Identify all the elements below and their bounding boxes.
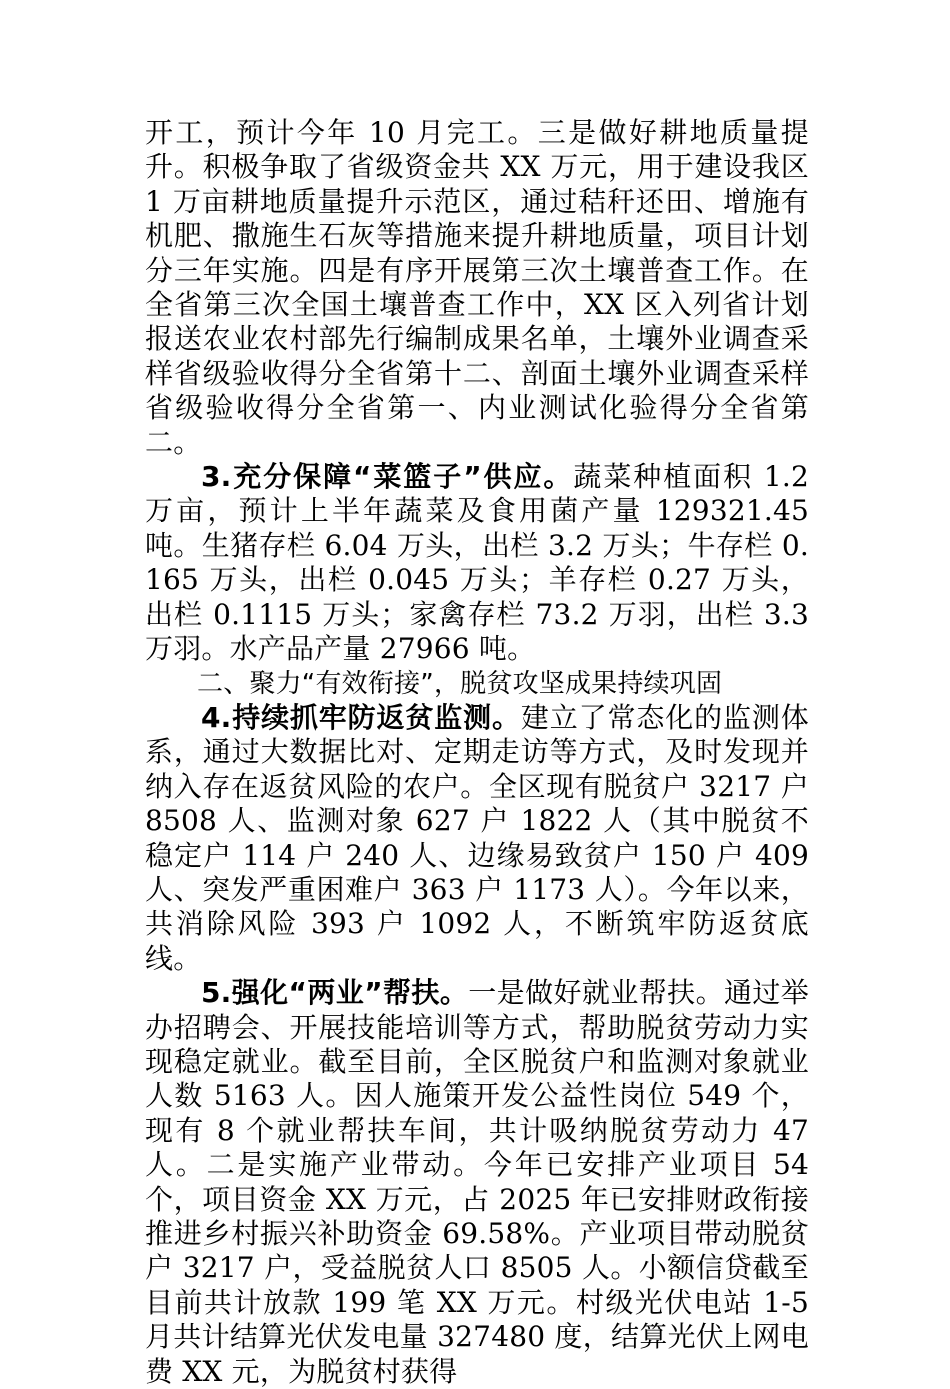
paragraph-poverty-monitoring <box>145 701 809 976</box>
paragraph-text: 一是做好就业帮扶。通过举办招聘会、开展技能培训等方式，帮助脱贫劳动力实现稳定就业。截至目前，全区脱贫户和监测对象就业人数 5163 人。因人施策开发公益性岗位 549 个，现有 8 个就业帮扶车间，共计吸纳脱贫劳动力 47 人。二是实施产业带动。今年已安排产业项目 54 个，项目资金 XX 万元，占 2025 年已安排财政衔接推进乡村振兴补助资金 69.58%。产业项目带动脱贫户 3217 户，受益脱贫人口 8505 人。小额信贷截至目前共计放款 199 笔 XX 万元。村级光伏电站 1-5 月共计结算光伏发电量 327480 度，结算光伏上网电费 XX 元，为脱贫村获得 <box>145 976 810 1388</box>
paragraph-text: 开工，预计今年 10 月完工。三是做好耕地质量提升。积极争取了省级资金共 XX 万元，用于建设我区 1 万亩耕地质量提升示范区，通过秸秆还田、增施有机肥、撒施生石灰等措施来提升耕地质量，项目计划分三年实施。四是有序开展第三次土壤普查工作。在全省第三次全国土壤普查工作中，XX 区入列省计划报送农业农村部先行编制成果名单，土壤外业调查采样省级验收得分全省第十二、剖面土壤外业调查采样省级验收得分全省第一、内业测试化验得分全省第二。 <box>145 116 809 459</box>
paragraph-text: 建立了常态化的监测体系，通过大数据比对、定期走访等方式，及时发现并纳入存在返贫风险的农户。全区现有脱贫户 3217 户 8508 人、监测对象 627 户 1822 人（其中脱贫不稳定户 114 户 240 人、边缘易致贫户 150 户 409 人、突发严重困难户 363 户 1173 人）。今年以来，共消除风险 393 户 1092 人，不断筑牢防返贫底线。 <box>145 700 809 975</box>
paragraph-farmland-quality <box>145 116 809 460</box>
paragraph-heading: 5.强化“两业”帮扶。 <box>201 976 469 1010</box>
section-title: 二、聚力“有效衔接”，脱贫攻坚成果持续巩固 <box>197 668 723 699</box>
paragraph-heading: 4.持续抓牢防返贫监测。 <box>201 700 521 734</box>
paragraph-heading: 3.充分保障“菜篮子”供应。 <box>201 460 574 494</box>
paragraph-vegetable-basket <box>145 460 809 666</box>
paragraph-two-industries-support <box>145 976 809 1389</box>
paragraph-text: 蔬菜种植面积 1.2 万亩，预计上半年蔬菜及食用菌产量 129321.45 吨。生猪存栏 6.04 万头，出栏 3.2 万头；牛存栏 0.165 万头，出栏 0.045 万头；羊存栏 0.27 万头，出栏 0.1115 万头；家禽存栏 73.2 万羽，出栏 3.3 万羽。水产品产量 27966 吨。 <box>145 460 809 666</box>
document-page <box>145 116 809 1389</box>
